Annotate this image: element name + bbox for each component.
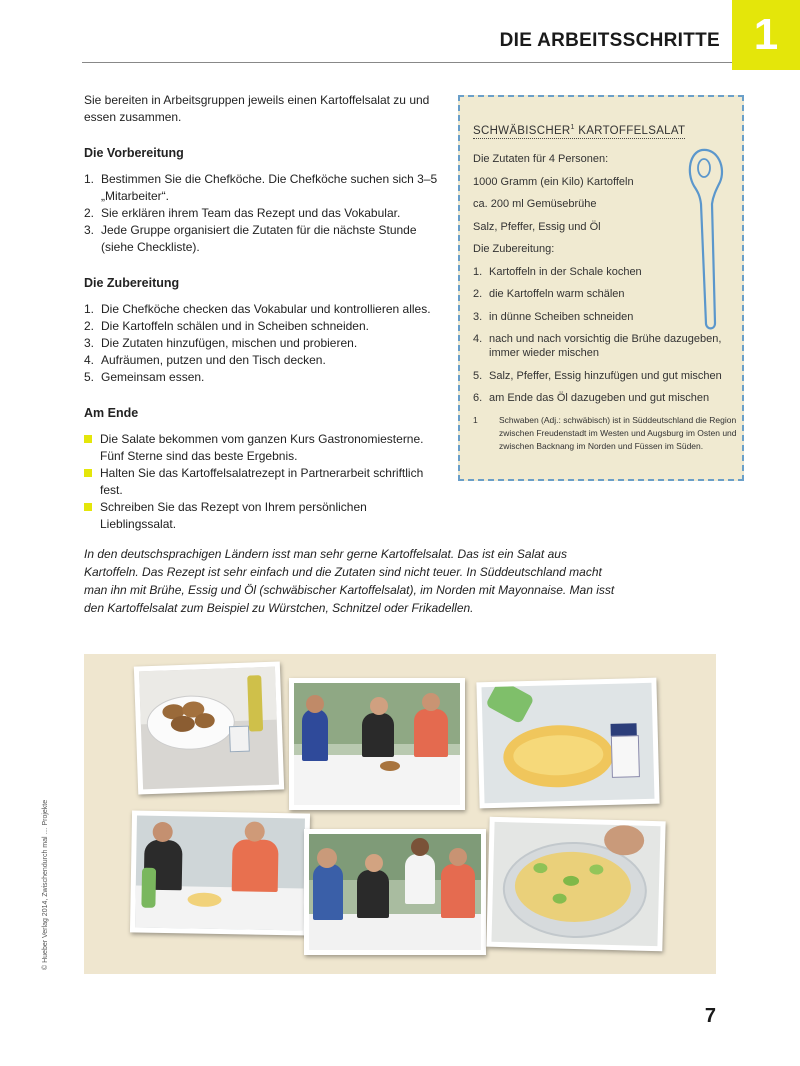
list-item bbox=[84, 222, 444, 256]
list-item bbox=[84, 431, 444, 465]
zubereitung-heading: Die Zubereitung bbox=[84, 276, 180, 290]
recipe-title bbox=[473, 124, 685, 139]
item-number: 3. bbox=[84, 336, 95, 350]
zubereitung-list bbox=[84, 301, 444, 386]
step-text: Salz, Pfeffer, Essig hinzufügen und gut mischen bbox=[489, 369, 722, 382]
step-text: am Ende das Öl dazugeben und gut mischen bbox=[489, 392, 710, 404]
step-number: 5. bbox=[473, 369, 483, 382]
item-number: 3. bbox=[84, 223, 95, 237]
recipe-card bbox=[458, 95, 744, 481]
item-text: Die Kartoffeln schälen und in Scheiben schneiden. bbox=[101, 319, 369, 333]
item-number: 1. bbox=[84, 172, 95, 186]
list-item bbox=[84, 369, 444, 386]
recipe-step bbox=[473, 369, 738, 383]
list-item bbox=[84, 335, 444, 352]
step-text: in dünne Scheiben schneiden bbox=[489, 310, 634, 323]
yellow-square-bullet-icon bbox=[84, 435, 92, 443]
item-text: Schreiben Sie das Rezept von Ihrem persönlichen Lieblingssalat. bbox=[100, 500, 367, 531]
list-item bbox=[84, 465, 444, 499]
step-text: die Kartoffeln warm schälen bbox=[489, 288, 625, 300]
step-text: nach und nach vorsichtig die Brühe dazugeben, immer wieder mischen bbox=[489, 333, 722, 359]
vorbereitung-list bbox=[84, 171, 444, 256]
item-text: Jede Gruppe organisiert die Zutaten für die nächste Stunde (siehe Checkliste). bbox=[101, 223, 417, 254]
page-number: 7 bbox=[704, 1005, 716, 1027]
recipe-step bbox=[473, 310, 738, 324]
footnote-number: 1 bbox=[473, 414, 478, 425]
step-number: 3. bbox=[473, 310, 483, 323]
item-text: Gemeinsam essen. bbox=[101, 370, 205, 384]
item-number: 1. bbox=[84, 302, 95, 316]
recipe-steps bbox=[473, 265, 738, 406]
ingredient-line: Salz, Pfeffer, Essig und Öl bbox=[473, 220, 601, 233]
item-text: Sie erklären ihrem Team das Rezept und das Vokabular. bbox=[101, 206, 401, 220]
photo-potatoes bbox=[134, 661, 284, 794]
list-item bbox=[84, 301, 444, 318]
photo-group-cutting bbox=[304, 829, 486, 955]
recipe-step bbox=[473, 287, 738, 301]
item-text: Die Chefköche checken das Vokabular und kontrollieren alles. bbox=[101, 302, 431, 316]
intro-paragraph: Sie bereiten in Arbeitsgruppen jeweils einen Kartoffelsalat zu und essen zusammen. bbox=[84, 93, 430, 124]
prep-heading: Die Zubereitung: bbox=[473, 243, 555, 255]
yellow-square-bullet-icon bbox=[84, 503, 92, 511]
list-item bbox=[84, 352, 444, 369]
page-title: DIE ARBEITSSCHRITTE bbox=[499, 30, 720, 51]
footnote-text: Schwaben (Adj.: schwäbisch) ist in Süddeutschland die Region zwischen Freudenstadt im Westen und Augsburg im Osten und zwischen Backnang im Norden und Füssen im Süden. bbox=[499, 414, 737, 451]
item-text: Halten Sie das Kartoffelsalatrezept in Partnerarbeit schriftlich fest. bbox=[100, 466, 424, 497]
recipe-title-rest: KARTOFFELSALAT bbox=[574, 124, 686, 137]
item-text: Die Salate bekommen vom ganzen Kurs Gastronomiesterne. Fünf Sterne sind das beste Ergebnis. bbox=[100, 432, 424, 463]
list-item bbox=[84, 499, 444, 533]
list-item bbox=[84, 318, 444, 335]
am-ende-heading: Am Ende bbox=[84, 406, 139, 420]
photo-salad-bowl bbox=[486, 817, 665, 952]
footnote bbox=[473, 414, 738, 453]
recipe-step bbox=[473, 265, 738, 279]
servings-line: Die Zutaten für 4 Personen: bbox=[473, 153, 609, 165]
recipe-step bbox=[473, 391, 738, 405]
item-text: Bestimmen Sie die Chefköche. Die Chefköche suchen sich 3–5 „Mitarbeiter“. bbox=[101, 172, 438, 203]
step-text: Kartoffeln in der Schale kochen bbox=[489, 265, 642, 278]
copyright-credit: © Hueber Verlag 2014, Zwischendurch mal … Projekte bbox=[42, 799, 49, 970]
item-text: Aufräumen, putzen und den Tisch decken. bbox=[101, 353, 326, 367]
item-number: 4. bbox=[84, 353, 95, 367]
photo-collage bbox=[84, 654, 716, 974]
ingredient-line: 1000 Gramm (ein Kilo) Kartoffeln bbox=[473, 175, 634, 188]
step-number: 4. bbox=[473, 333, 483, 345]
photo-pouring-chips bbox=[476, 678, 659, 809]
recipe-content bbox=[473, 152, 738, 453]
instructions-column bbox=[84, 92, 444, 533]
ingredient-line: ca. 200 ml Gemüsebrühe bbox=[473, 198, 597, 210]
photo-students-eating bbox=[130, 810, 310, 935]
item-number: 5. bbox=[84, 370, 95, 384]
step-number: 6. bbox=[473, 392, 483, 404]
item-number: 2. bbox=[84, 319, 95, 333]
recipe-step bbox=[473, 332, 738, 360]
list-item bbox=[84, 171, 444, 205]
am-ende-list bbox=[84, 431, 444, 533]
list-item bbox=[84, 205, 444, 222]
header-divider bbox=[82, 62, 732, 63]
chapter-badge: 1 bbox=[732, 0, 800, 70]
yellow-square-bullet-icon bbox=[84, 469, 92, 477]
recipe-title-main: SCHWÄBISCHER bbox=[473, 124, 571, 137]
photo-students-table bbox=[289, 678, 465, 810]
step-number: 1. bbox=[473, 265, 483, 278]
vorbereitung-heading: Die Vorbereitung bbox=[84, 146, 184, 160]
item-text: Die Zutaten hinzufügen, mischen und probieren. bbox=[101, 336, 358, 350]
step-number: 2. bbox=[473, 288, 483, 300]
item-number: 2. bbox=[84, 206, 95, 220]
background-paragraph: In den deutschsprachigen Ländern isst man sehr gerne Kartoffelsalat. Das ist ein Salat aus Kartoffeln. Das Rezept ist sehr einfach und die Zutaten sind nicht teuer. In Süddeutschland macht man ihn mit Brühe, Essig und Öl (schwäbischer Kartoffelsalat), im Norden mit Mayonnaise. Man isst den Kartoffelsalat zum Beispiel zu Würstchen, Schnitzel oder Frikadellen. bbox=[84, 547, 615, 615]
footnote-marker: 1 bbox=[570, 124, 575, 131]
